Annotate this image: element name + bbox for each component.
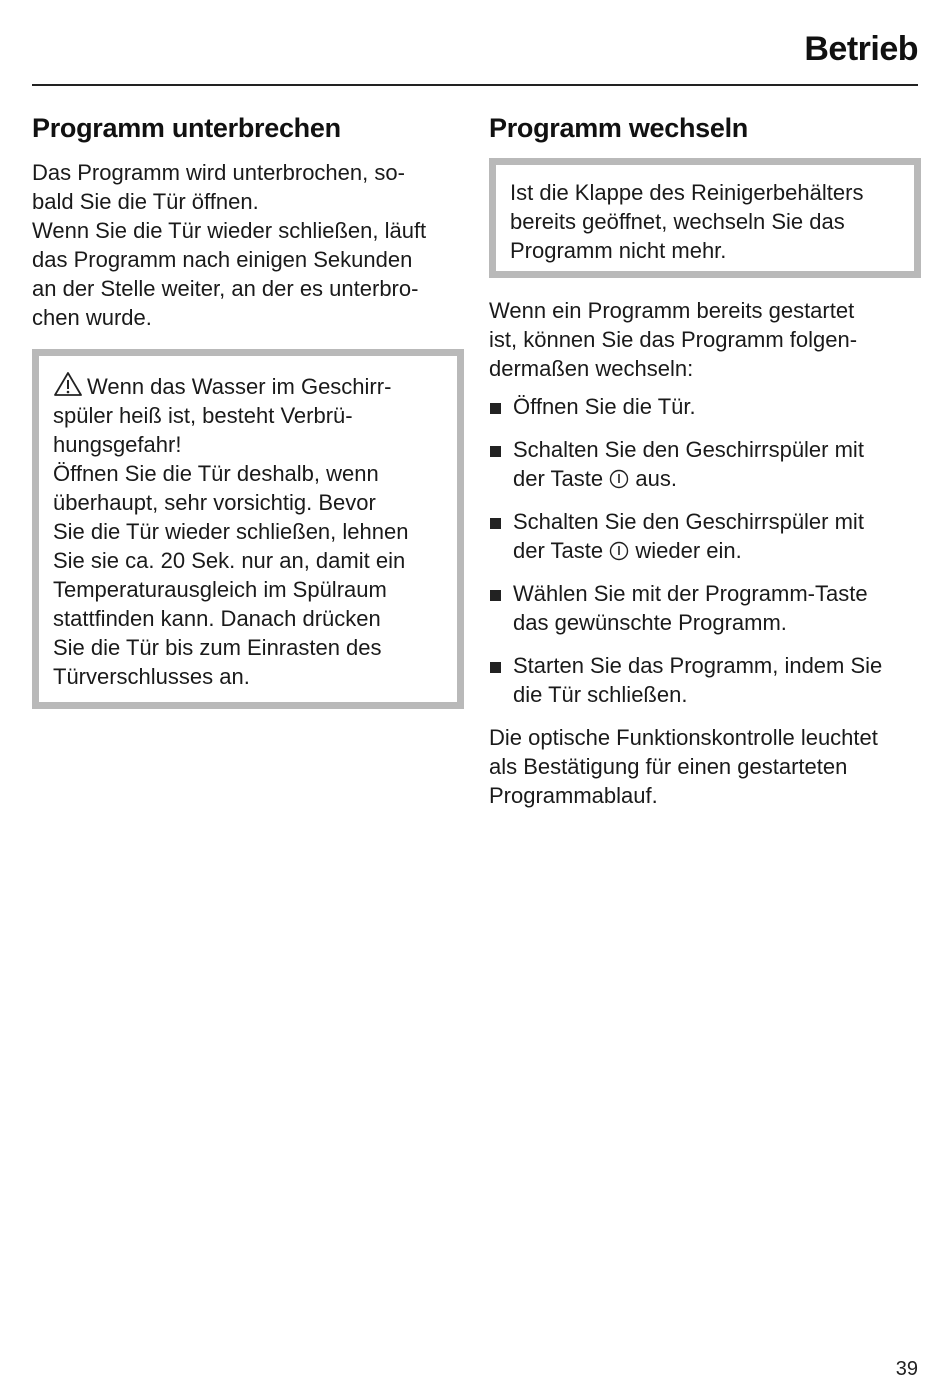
- text-line: das gewünschte Programm.: [513, 610, 787, 635]
- warning-box: [32, 349, 464, 709]
- text-fragment: aus.: [635, 466, 677, 491]
- text-line: als Bestätigung für einen gestarteten: [489, 754, 848, 779]
- heading-programm-unterbrechen: Programm unterbrechen: [32, 113, 341, 143]
- text-line: Die optische Funktionskontrolle leuchtet: [489, 725, 878, 750]
- text-fragment: der Taste: [513, 538, 604, 563]
- bullet-square-icon: [490, 403, 501, 414]
- text-line: Sie sie ca. 20 Sek. nur an, damit ein: [53, 548, 406, 573]
- section-title: Betrieb: [804, 30, 918, 68]
- header-divider: [32, 84, 918, 86]
- intro-paragraph: [489, 296, 921, 383]
- right-column: [489, 108, 921, 810]
- text-line: Wenn ein Programm bereits gestartet: [489, 298, 855, 323]
- text-line: bald Sie die Tür öffnen.: [32, 189, 259, 214]
- text-line: überhaupt, sehr vorsichtig. Bevor: [53, 490, 376, 515]
- list-item: [489, 507, 921, 565]
- text-line: Starten Sie das Programm, indem Sie: [513, 653, 883, 678]
- bullet-square-icon: [490, 590, 501, 601]
- text-line: bereits geöffnet, wechseln Sie das: [510, 209, 845, 234]
- heading-programm-wechseln: Programm wechseln: [489, 113, 748, 143]
- text-line: Öffnen Sie die Tür.: [513, 394, 696, 419]
- text-line: Ist die Klappe des Reinigerbehälters: [510, 180, 864, 205]
- text-line: stattfinden kann. Danach drücken: [53, 606, 381, 631]
- bullet-square-icon: [490, 518, 501, 529]
- text-fragment: der Taste: [513, 466, 604, 491]
- text-line: ist, können Sie das Programm folgen-: [489, 327, 858, 352]
- text-line: hungsgefahr!: [53, 432, 182, 457]
- text-line: die Tür schließen.: [513, 682, 688, 707]
- text-line: Wenn das Wasser im Geschirr-: [87, 374, 392, 399]
- page-number: 39: [895, 1358, 918, 1380]
- text-fragment: wieder ein.: [635, 538, 742, 563]
- text-line: Temperaturausgleich im Spülraum: [53, 577, 387, 602]
- bullet-square-icon: [490, 662, 501, 673]
- text-line: Programmablauf.: [489, 783, 658, 808]
- notice-box: [489, 158, 921, 278]
- text-line: Sie die Tür bis zum Einrasten des: [53, 635, 382, 660]
- text-line: Wählen Sie mit der Programm-Taste: [513, 581, 868, 606]
- text-line: Programm nicht mehr.: [510, 238, 727, 263]
- text-line: Sie die Tür wieder schließen, lehnen: [53, 519, 409, 544]
- text-line: Schalten Sie den Geschirrspüler mit: [513, 509, 864, 534]
- text-line: Türverschlusses an.: [53, 664, 250, 689]
- warning-triangle-icon: [53, 371, 83, 397]
- text-line: Schalten Sie den Geschirrspüler mit: [513, 437, 864, 462]
- text-line: chen wurde.: [32, 305, 152, 330]
- interrupt-paragraph: [32, 158, 464, 332]
- power-button-icon: [609, 467, 629, 487]
- list-item: [489, 651, 921, 709]
- text-line: spüler heiß ist, besteht Verbrü-: [53, 403, 353, 428]
- power-button-icon: [609, 539, 629, 559]
- list-item: [489, 392, 921, 421]
- text-line: an der Stelle weiter, an der es unterbro-: [32, 276, 419, 301]
- left-column: [32, 108, 464, 709]
- closing-paragraph: [489, 723, 921, 810]
- text-line: Öffnen Sie die Tür deshalb, wenn: [53, 461, 379, 486]
- text-line: das Programm nach einigen Sekunden: [32, 247, 413, 272]
- steps-list: [489, 392, 921, 709]
- bullet-square-icon: [490, 446, 501, 457]
- list-item: [489, 435, 921, 493]
- text-line: Das Programm wird unterbrochen, so-: [32, 160, 405, 185]
- text-line: Wenn Sie die Tür wieder schließen, läuft: [32, 218, 427, 243]
- text-line: dermaßen wechseln:: [489, 356, 694, 381]
- list-item: [489, 579, 921, 637]
